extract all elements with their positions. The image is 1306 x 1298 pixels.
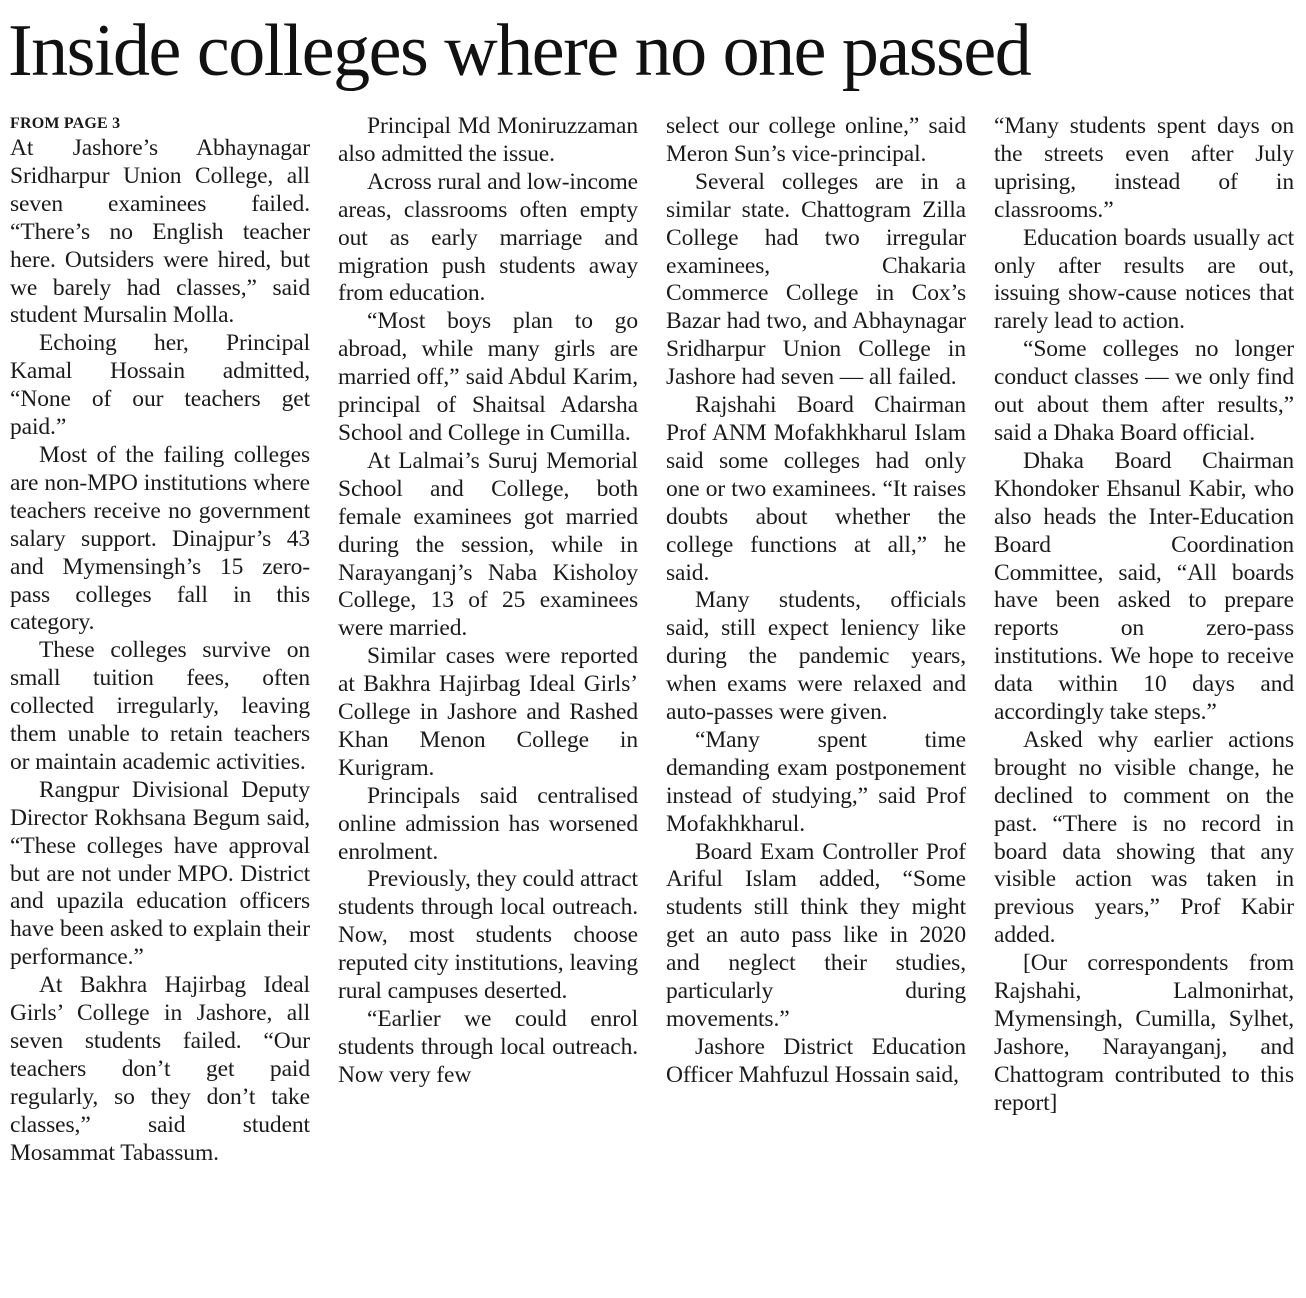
- paragraph: At Jashore’s Abhaynagar Sridharpur Union College, all seven examinees failed. “There’s no English teacher here. Outsiders were hired, but we barely had classes,” said student Mursalin Molla.: [10, 135, 310, 329]
- article-column-4: [994, 113, 1294, 1293]
- paragraph: At Bakhra Hajirbag Ideal Girls’ College in Jashore, all seven students failed. “Our teachers don’t get paid regularly, so they don’t take classes,” said student Mosammat Tabassum.: [10, 972, 310, 1166]
- article-column-1: [10, 113, 310, 1293]
- paragraph: Most of the failing colleges are non-MPO institutions where teachers receive no government salary support. Dinajpur’s 43 and Mymensingh’s 15 zero-pass colleges fall in this category.: [10, 441, 310, 636]
- paragraph: Asked why earlier actions brought no visible change, he declined to comment on the past. “There is no record in board data showing that any visible action was taken in previous years,” Prof Kabir added.: [994, 726, 1294, 949]
- article-body: [10, 113, 1296, 1293]
- paragraph: Rangpur Divisional Deputy Director Rokhsana Begum said, “These colleges have approval but are not under MPO. District and upazila education officers have been asked to explain their performance.”: [10, 776, 310, 971]
- paragraph-continued: select our college online,” said Meron Sun’s vice-principal.: [666, 113, 966, 167]
- paragraph: Many students, officials said, still expect leniency like during the pandemic years, when exams were relaxed and auto-passes were given.: [666, 587, 966, 726]
- paragraph: Education boards usually act only after results are out, issuing show-cause notices that rarely lead to action.: [994, 224, 1294, 335]
- paragraph: Dhaka Board Chairman Khondoker Ehsanul Kabir, who also heads the Inter-Education Board Coordination Committee, said, “All boards have been asked to prepare reports on zero-pass institutions. We hope to receive data within 10 days and accordingly take steps.”: [994, 447, 1294, 726]
- paragraph: Several colleges are in a similar state. Chattogram Zilla College had two irregular examinees, Chakaria Commerce College in Cox’s Bazar had two, and Abhaynagar Sridharpur Union College in Jashore had seven — all failed.: [666, 168, 966, 391]
- paragraph: These colleges survive on small tuition fees, often collected irregularly, leaving them unable to retain teachers or maintain academic activities.: [10, 637, 310, 775]
- paragraph-continued: “Many students spent days on the streets even after July uprising, instead of in classrooms.”: [994, 113, 1294, 223]
- paragraph: Principal Md Moniruzzaman also admitted the issue.: [338, 113, 638, 167]
- paragraph: Board Exam Controller Prof Ariful Islam added, “Some students still think they might get an auto pass like in 2020 and neglect their studies, particularly during movements.”: [666, 838, 966, 1032]
- paragraph: Similar cases were reported at Bakhra Hajirbag Ideal Girls’ College in Jashore and Rashed Khan Menon College in Kurigram.: [338, 643, 638, 781]
- paragraph: “Earlier we could enrol students through local outreach. Now very few: [338, 1006, 638, 1088]
- paragraph: Across rural and low-income areas, classrooms often empty out as early marriage and migration push students away from education.: [338, 168, 638, 307]
- paragraph: “Most boys plan to go abroad, while many girls are married off,” said Abdul Karim, principal of Shaitsal Adarsha School and College in Cumilla.: [338, 308, 638, 446]
- correspondents-credit: [Our correspondents from Rajshahi, Lalmonirhat, Mymensingh, Cumilla, Sylhet, Jashore, Narayanganj, and Chattogram contributed to this report]: [994, 950, 1294, 1116]
- paragraph: Principals said centralised online admission has worsened enrolment.: [338, 782, 638, 865]
- paragraph: At Lalmai’s Suruj Memorial School and College, both female examinees got married during the session, while in Narayanganj’s Naba Kisholoy College, 13 of 25 examinees were married.: [338, 447, 638, 642]
- article-column-2: [338, 113, 638, 1293]
- paragraph: Jashore District Education Officer Mahfuzul Hossain said,: [666, 1033, 966, 1088]
- paragraph: Echoing her, Principal Kamal Hossain admitted, “None of our teachers get paid.”: [10, 330, 310, 441]
- paragraph: Rajshahi Board Chairman Prof ANM Mofakhkharul Islam said some colleges had only one or two examinees. “It raises doubts about whether the college functions at all,” he said.: [666, 392, 966, 586]
- headline: Inside colleges where no one passed: [8, 10, 1031, 92]
- paragraph: “Many spent time demanding exam postponement instead of studying,” said Prof Mofakhkharul.: [666, 726, 966, 837]
- article-column-3: [666, 113, 966, 1293]
- paragraph: “Some colleges no longer conduct classes — we only find out about them after results,” said a Dhaka Board official.: [994, 336, 1294, 446]
- paragraph: Previously, they could attract students through local outreach. Now, most students choose reputed city institutions, leaving rural campuses deserted.: [338, 866, 638, 1005]
- kicker-from-page: FROM PAGE 3: [10, 115, 121, 132]
